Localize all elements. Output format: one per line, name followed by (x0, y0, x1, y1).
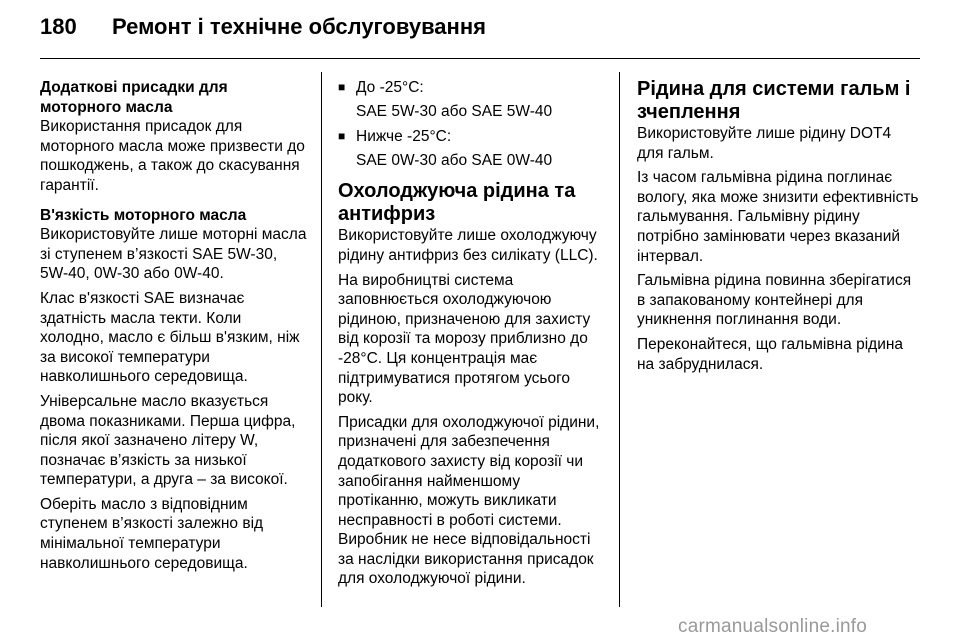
watermark: carmanualsonline.info (678, 616, 868, 637)
coolant-paragraph-1: Використовуйте лише охолоджуючу рідину антифриз без силікату (LLC). (338, 227, 598, 264)
header-rule (40, 58, 920, 59)
column-right (637, 78, 920, 379)
brake-fluid-heading: Рідина для системи гальм і зчеплення (637, 78, 911, 123)
brake-paragraph-4: Переконайтеся, що гальмівна рідина на забруднилася. (637, 335, 904, 373)
brake-paragraph-2: Із часом гальмівна рідина поглинає вологу, яка може знизити ефективність гальмування. Гальмівну рідину потрібно замінювати через вказаний інтервал. (637, 169, 919, 265)
brake-paragraph-1: Використовуйте лише рідину DOT4 для гальм. (637, 125, 892, 162)
column-left (40, 78, 308, 578)
bullet-value: SAE 0W-30 або SAE 0W-40 (356, 151, 553, 169)
coolant-heading: Охолоджуюча рідина та антифриз (338, 180, 576, 226)
bullet-item (338, 78, 604, 98)
coolant-paragraph-3: Присадки для охолоджуючої рідини, призначені для забезпечення додаткового захисту від корозії чи запобігання найменшому протіканню, можуть викликати несправності в роботі системи. Виробник не несе відповідальності за наслідки використання присадок для охолоджуючої рідини. (338, 413, 600, 588)
coolant-paragraph-2: На виробництві система заповнюється охолоджуючою рідиною, призначеною для захисту від корозії та морозу приблизно до -28°C. Ця концентрація має підтримуватися протягом усього року. (338, 271, 591, 407)
column-divider-1 (321, 72, 322, 607)
bullet-square-icon: ■ (338, 80, 346, 94)
viscosity-heading: В'язкість моторного масла (40, 206, 247, 224)
page-title: Ремонт і технічне обслуговування (112, 14, 486, 39)
bullet-value: SAE 5W-30 або SAE 5W-40 (356, 102, 553, 120)
viscosity-paragraph-3: Універсальне масло вказується двома показниками. Перша цифра, після якої зазначено літеру W, позначає в’язкість за низької температури, а друга – за високої. (40, 392, 296, 489)
viscosity-paragraph-2: Клас в'язкості SAE визначає здатність масла текти. Коли холодно, масло є більш в'язким, ніж за високої температури навколишнього середовища. (40, 289, 300, 386)
viscosity-paragraph-1: Використовуйте лише моторні масла зі ступенем в’язкості SAE 5W-30, 5W-40, 0W-30 або 0W-40. (40, 226, 307, 283)
brake-paragraph-3: Гальмівна рідина повинна зберігатися в запакованому контейнері для уникнення поглинання води. (637, 272, 912, 329)
bullet-label: До -25°C: (356, 79, 424, 96)
page-header (40, 14, 920, 54)
additives-heading: Додаткові присадки для моторного масла (40, 79, 228, 116)
additives-text: Використання присадок для моторного масла може призвести до пошкоджень, а також до скасування гарантії. (40, 118, 305, 194)
viscosity-paragraph-4: Оберіть масло з відповідним ступенем в’язкості залежно від мінімальної температури навколишнього середовища. (40, 495, 264, 572)
page-number: 180 (40, 14, 77, 39)
bullet-item (338, 127, 604, 147)
column-middle (338, 78, 604, 594)
bullet-label: Нижче -25°C: (356, 128, 452, 146)
bullet-square-icon: ■ (338, 129, 346, 144)
column-divider-2 (619, 72, 620, 607)
